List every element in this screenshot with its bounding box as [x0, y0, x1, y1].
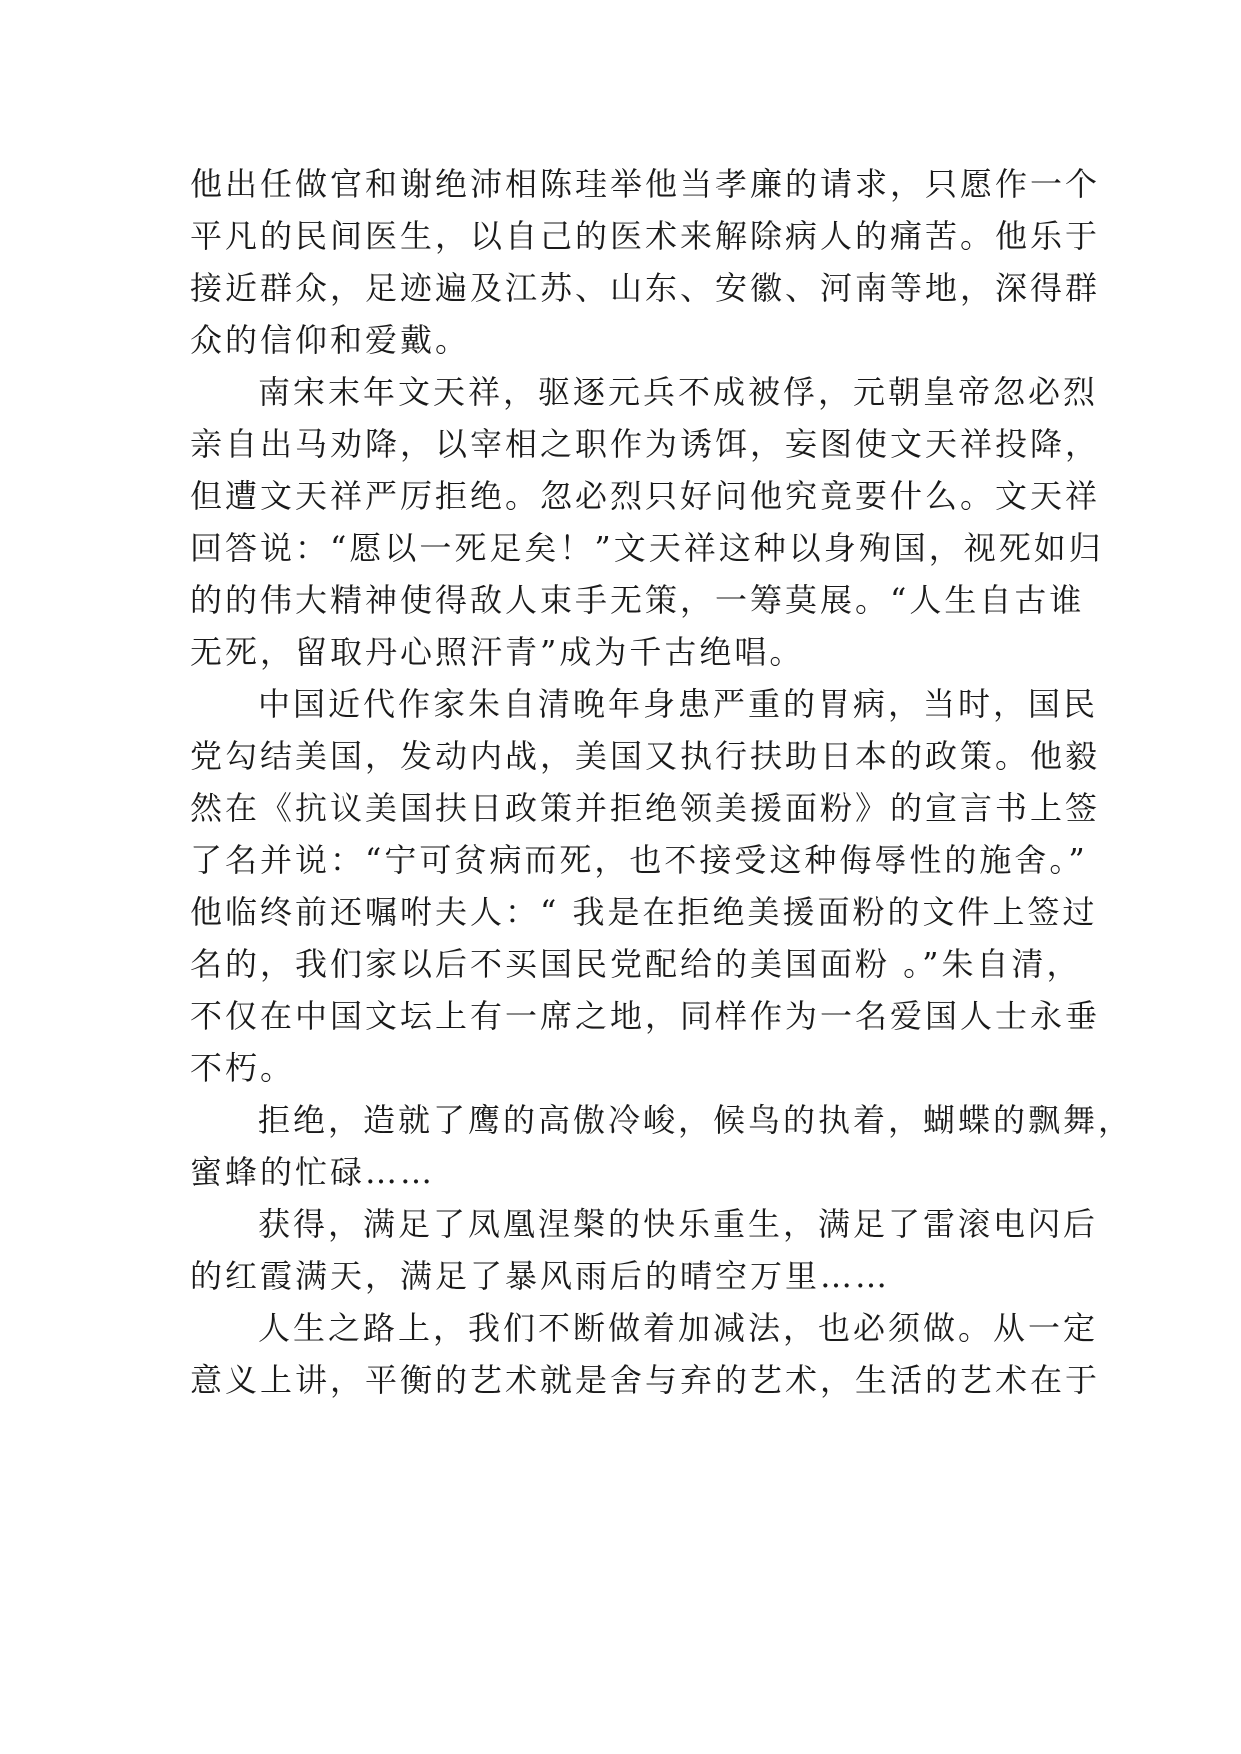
text-line: 获得，满足了凤凰涅槃的快乐重生，满足了雷滚电闪后 — [258, 1205, 1099, 1243]
text-line: 蜜蜂的忙碌…… — [190, 1153, 436, 1191]
text-line: 平凡的民间医生，以自己的医术来解除病人的痛苦。他乐于 — [190, 217, 1101, 255]
text-line: 他出任做官和谢绝沛相陈珪举他当孝廉的请求，只愿作一个 — [190, 165, 1101, 203]
text-line: 然在《抗议美国扶日政策并拒绝领美援面粉》的宣言书上签 — [190, 789, 1101, 827]
text-line: 众的信仰和爱戴。 — [190, 321, 471, 359]
text-line: 的的伟大精神使得敌人束手无策，一筹莫展。“人生自古谁 — [190, 581, 1085, 619]
text-line: 拒绝，造就了鹰的高傲冷峻，候鸟的执着，蝴蝶的飘舞， — [258, 1101, 1134, 1139]
text-line: 意义上讲，平衡的艺术就是舍与弃的艺术，生活的艺术在于 — [190, 1361, 1101, 1399]
text-line: 不仅在中国文坛上有一席之地，同样作为一名爱国人士永垂 — [190, 997, 1101, 1035]
text-line: 他临终前还嘱咐夫人：“ 我是在拒绝美援面粉的文件上签过 — [190, 893, 1098, 931]
text-line: 回答说：“愿以一死足矣！”文天祥这种以身殉国，视死如归 — [190, 529, 1104, 567]
text-line: 无死，留取丹心照汗青”成为千古绝唱。 — [190, 633, 805, 671]
text-line: 中国近代作家朱自清晚年身患严重的胃病，当时，国民 — [258, 685, 1099, 723]
text-line: 不朽。 — [190, 1049, 296, 1087]
text-line: 但遭文天祥严厉拒绝。忽必烈只好问他究竟要什么。文天祥 — [190, 477, 1101, 515]
document-body — [190, 158, 1134, 1406]
text-line: 南宋末年文天祥，驱逐元兵不成被俘，元朝皇帝忽必烈 — [258, 373, 1099, 411]
text-line: 名的，我们家以后不买国民党配给的美国面粉 。”朱自清， — [190, 945, 1082, 983]
text-line: 人生之路上，我们不断做着加减法，也必须做。从一定 — [258, 1309, 1099, 1347]
text-line: 接近群众，足迹遍及江苏、山东、安徽、河南等地，深得群 — [190, 269, 1101, 307]
text-line: 了名并说：“宁可贫病而死，也不接受这种侮辱性的施舍。” — [190, 841, 1088, 879]
text-line: 亲自出马劝降，以宰相之职作为诱饵，妄图使文天祥投降， — [190, 425, 1101, 463]
text-line: 的红霞满天，满足了暴风雨后的晴空万里…… — [190, 1257, 891, 1295]
text-line: 党勾结美国，发动内战，美国又执行扶助日本的政策。他毅 — [190, 737, 1101, 775]
